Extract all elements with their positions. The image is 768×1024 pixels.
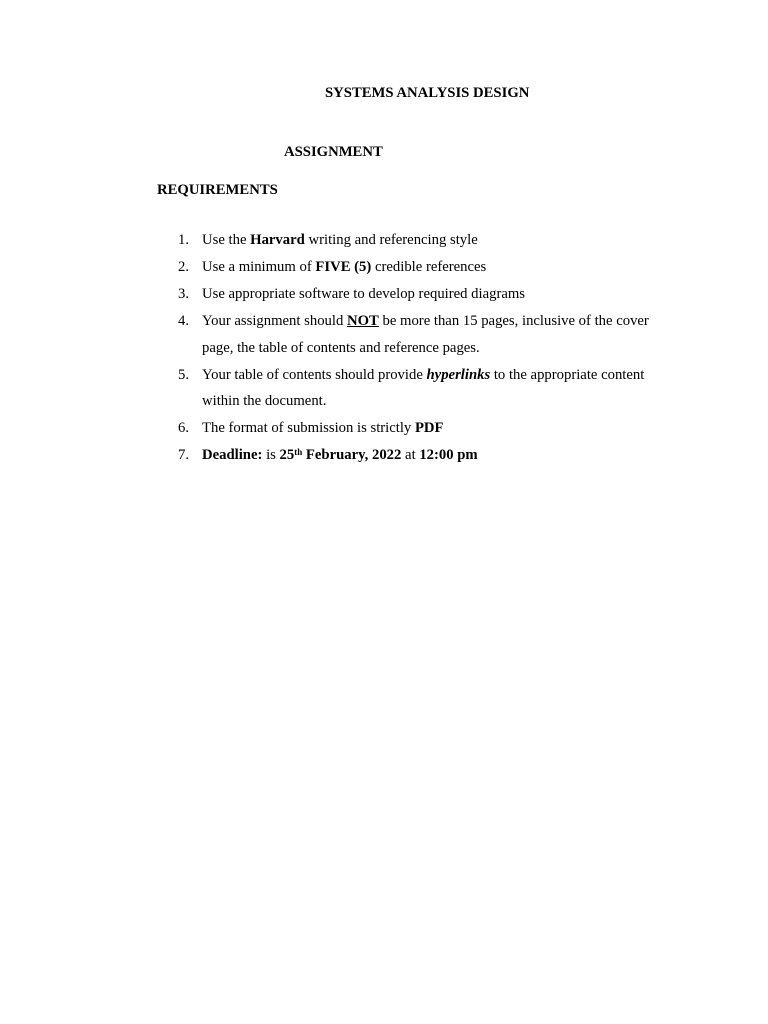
requirement-item-5 (178, 362, 678, 415)
requirements-heading: REQUIREMENTS (157, 182, 278, 198)
requirement-number: 5. (178, 366, 190, 383)
requirement-item-6 (178, 415, 678, 442)
requirement-text: Your table of contents should provide hyperlinks to the appropriate content within the document. (202, 366, 645, 409)
requirement-text: The format of submission is strictly PDF (202, 420, 444, 436)
requirements-list (178, 227, 678, 469)
emphasis-harvard: Harvard (250, 232, 305, 248)
emphasis-hyperlinks: hyperlinks (426, 366, 491, 383)
requirement-number: 7. (178, 447, 190, 463)
requirement-text: Use appropriate software to develop required diagrams (202, 286, 526, 302)
requirement-item-4 (178, 308, 678, 361)
requirement-text: Deadline: is 25th February, 2022 at 12:00 pm (202, 447, 478, 463)
document-subtitle: ASSIGNMENT (284, 144, 383, 160)
deadline-day-suffix: th (294, 447, 303, 457)
emphasis-not: NOT (347, 313, 379, 329)
emphasis-five: FIVE (5) (315, 259, 372, 275)
requirement-number: 4. (178, 313, 190, 329)
requirement-text: Use a minimum of FIVE (5) credible references (202, 259, 487, 275)
deadline-label: Deadline: (202, 447, 263, 463)
document-title: SYSTEMS ANALYSIS DESIGN (325, 85, 530, 101)
requirement-number: 6. (178, 420, 190, 436)
requirement-item-3 (178, 281, 678, 308)
deadline-time: 12:00 pm (419, 447, 478, 463)
requirement-number: 3. (178, 286, 190, 302)
requirement-item-7 (178, 442, 678, 469)
deadline-date: February, 2022 (302, 447, 402, 463)
requirement-number: 1. (178, 232, 190, 248)
emphasis-pdf: PDF (414, 420, 444, 436)
requirement-text: Your assignment should NOT be more than 15 pages, inclusive of the cover page, the table of contents and reference pages. (202, 313, 649, 356)
requirement-item-1 (178, 227, 678, 254)
requirement-text: Use the Harvard writing and referencing style (202, 232, 478, 248)
requirement-item-2 (178, 254, 678, 281)
deadline-day: 25 (279, 447, 295, 463)
requirement-number: 2. (178, 259, 190, 275)
